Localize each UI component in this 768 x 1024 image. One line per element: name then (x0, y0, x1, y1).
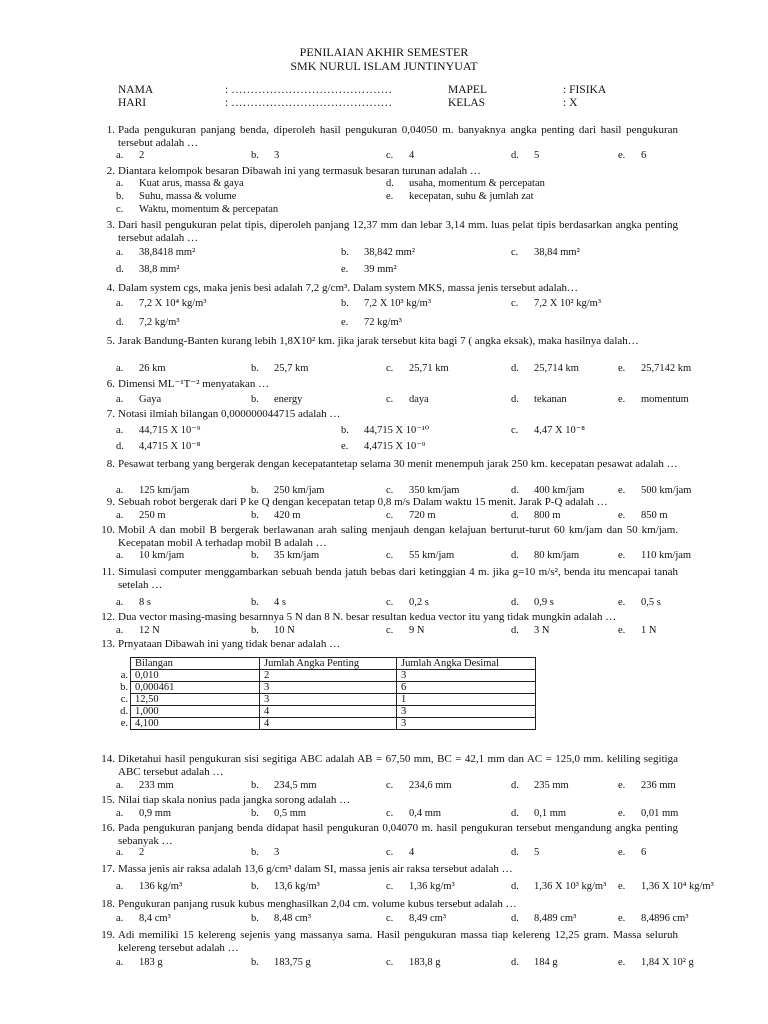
option-text: 25,7 km (274, 363, 309, 374)
question-text: Jarak Bandung-Banten kurang lebih 1,8X10² km. jika jarak tersebut kita bagi 7 ( angka eksak), maka hasilnya dalah… (118, 335, 639, 347)
option-text: 233 mm (139, 780, 174, 791)
answer-option (618, 394, 768, 405)
option-text: 183,75 g (274, 957, 311, 968)
answer-option (618, 550, 768, 561)
question-text: Pada pengukuran panjang benda, diperoleh hasil pengukuran 0,04050 m. banyaknya angka penting dari hasil pengukuran tersebut adalah … (118, 124, 678, 149)
question-number: 7. (106, 408, 115, 420)
option-letter: b. (251, 957, 259, 968)
question-13-table (118, 657, 536, 730)
question-number: 5. (106, 335, 115, 347)
option-letter: a. (116, 178, 124, 189)
table-cell: 1 (397, 694, 536, 706)
option-letter: a. (116, 957, 124, 968)
option-text: 55 km/jam (409, 550, 455, 561)
row-letter: e. (120, 718, 128, 729)
option-text: 2 (139, 847, 145, 858)
option-letter: a. (116, 847, 124, 858)
option-text: 1,36 kg/m³ (409, 881, 455, 892)
question-number: 19. (101, 929, 115, 941)
answer-option (386, 178, 768, 189)
option-letter: a. (116, 247, 124, 258)
option-text: 10 km/jam (139, 550, 185, 561)
option-text: 183 g (139, 957, 163, 968)
option-text: 0,9 mm (139, 808, 172, 819)
question-text: Nilai tiap skala nonius pada jangka sorong adalah … (118, 794, 351, 806)
option-text: 0,9 s (534, 597, 554, 608)
option-text: Gaya (139, 394, 162, 405)
option-text: 234,6 mm (409, 780, 452, 791)
option-letter: b. (251, 550, 259, 561)
answer-option (116, 204, 676, 215)
question-number: 17. (101, 863, 115, 875)
option-text: 38,84 mm² (534, 247, 580, 258)
question-number: 10. (101, 524, 115, 536)
hari-field: : …………………………………… (225, 97, 393, 109)
option-text: 6 (641, 150, 647, 161)
table-row (118, 706, 536, 718)
option-letter: d. (511, 550, 519, 561)
answer-option (618, 363, 768, 374)
option-text: 39 mm² (364, 264, 397, 275)
option-letter: c. (511, 247, 519, 258)
option-text: 25,714 km (534, 363, 579, 374)
option-letter: d. (511, 394, 519, 405)
option-text: 26 km (139, 363, 166, 374)
question-number: 11. (101, 566, 115, 578)
option-letter: c. (511, 425, 519, 436)
question-text: Simulasi computer menggambarkan sebuah benda jatuh bebas dari ketinggian 4 m. jika g=10 m/s², benda itu mencapai tanah setelah … (118, 566, 678, 591)
option-text: 38,842 mm² (364, 247, 415, 258)
table-cell: 4,100 (131, 718, 260, 730)
answer-option (618, 808, 768, 819)
option-text: 184 g (534, 957, 558, 968)
answer-option (618, 510, 768, 521)
option-text: 4,4715 X 10⁻⁹ (364, 441, 426, 452)
row-letter: a. (120, 670, 128, 681)
option-text: tekanan (534, 394, 567, 405)
option-letter: b. (251, 394, 259, 405)
question-text: Diketahui hasil pengukuran sisi segitiga ABC adalah AB = 67,50 mm, BC = 42,1 mm dan AC = 125,0 mm. keliling segitiga ABC tersebut adalah … (118, 753, 678, 778)
option-text: 4,47 X 10⁻⁸ (534, 425, 585, 436)
option-text: 38,8418 mm² (139, 247, 196, 258)
option-text: 3 N (534, 625, 550, 636)
answer-option (341, 440, 768, 452)
option-letter: d. (386, 178, 394, 189)
option-text: 38,8 mm² (139, 264, 180, 275)
option-letter: c. (386, 485, 394, 496)
option-letter: d. (116, 317, 124, 328)
option-text: 0,5 mm (274, 808, 307, 819)
question-number: 4. (106, 282, 115, 294)
option-letter: e. (341, 317, 349, 328)
option-letter: b. (251, 913, 259, 924)
option-letter: c. (386, 780, 394, 791)
option-letter: b. (251, 808, 259, 819)
option-text: 8,489 cm³ (534, 913, 577, 924)
option-letter: e. (341, 264, 349, 275)
question-text: Diantara kelompok besaran Dibawah ini yang termasuk besaran turunan adalah … (118, 165, 481, 177)
option-letter: b. (341, 298, 349, 309)
option-text: 5 (534, 847, 540, 858)
option-text: 500 km/jam (641, 485, 692, 496)
option-letter: c. (386, 808, 394, 819)
table-header: Jumlah Angka Penting (260, 658, 397, 670)
option-text: 0,4 mm (409, 808, 442, 819)
option-text: momentum (641, 394, 689, 405)
option-text: energy (274, 394, 303, 405)
option-letter: b. (251, 510, 259, 521)
answer-option (386, 191, 768, 202)
kelas-value: : X (563, 97, 578, 109)
answer-option (618, 597, 768, 608)
option-text: 25,71 km (409, 363, 449, 374)
option-letter: e. (618, 550, 626, 561)
table-cell: 4 (260, 718, 397, 730)
hari-label: HARI (118, 97, 147, 109)
option-text: 800 m (534, 510, 561, 521)
option-letter: b. (251, 780, 259, 791)
question-number: 15. (101, 794, 115, 806)
option-text: 1,36 X 10³ kg/m³ (534, 881, 607, 892)
option-letter: d. (511, 597, 519, 608)
option-text: 0,5 s (641, 597, 661, 608)
exam-title: PENILAIAN AKHIR SEMESTER (299, 45, 469, 59)
option-letter: e. (618, 363, 626, 374)
row-letter: b. (120, 682, 128, 693)
option-letter: a. (116, 550, 124, 561)
mapel-value: : FISIKA (563, 84, 607, 96)
option-text: 0,01 mm (641, 808, 679, 819)
option-text: 7,2 X 10³ kg/m³ (364, 298, 431, 309)
kelas-label: KELAS (448, 97, 486, 109)
option-text: 250 km/jam (274, 485, 325, 496)
question-number: 1. (106, 124, 115, 136)
option-letter: d. (116, 264, 124, 275)
option-text: 44,715 X 10⁻¹⁰ (364, 425, 430, 436)
option-letter: d. (511, 485, 519, 496)
option-text: 400 km/jam (534, 485, 585, 496)
answer-option (341, 264, 768, 275)
option-letter: c. (511, 298, 519, 309)
option-text: Suhu, massa & volume (139, 191, 237, 202)
option-letter: c. (386, 913, 394, 924)
option-letter: b. (341, 425, 349, 436)
question-text: Mobil A dan mobil B bergerak berlawanan arah saling menjauh dengan kelajuan berturut-turut 60 km/jam dan 50 km/jam. Kecepatan mobil A terhadap mobil B adalah … (118, 524, 678, 549)
option-letter: e. (618, 780, 626, 791)
option-letter: c. (116, 204, 124, 215)
option-text: 8,4 cm³ (139, 913, 171, 924)
question-number: 12. (101, 611, 115, 623)
option-letter: a. (116, 881, 124, 892)
question-number: 9. (106, 496, 115, 508)
option-text: 7,2 kg/m³ (139, 317, 180, 328)
answer-option (618, 881, 768, 892)
option-letter: c. (386, 597, 394, 608)
option-letter: b. (116, 191, 124, 202)
answer-option (341, 317, 768, 328)
option-letter: b. (341, 247, 349, 258)
table-cell: 1,000 (131, 706, 260, 718)
table-cell: 3 (260, 694, 397, 706)
answer-option (618, 625, 768, 636)
option-text: 8,4896 cm³ (641, 913, 689, 924)
option-text: 720 m (409, 510, 436, 521)
mapel-label: MAPEL (448, 84, 487, 96)
option-letter: b. (251, 597, 259, 608)
option-text: 7,2 X 10⁴ kg/m³ (139, 298, 207, 309)
answer-option (511, 247, 768, 258)
answer-option (618, 957, 768, 968)
option-text: 850 m (641, 510, 668, 521)
option-text: 9 N (409, 625, 425, 636)
option-letter: e. (618, 957, 626, 968)
table-header: Jumlah Angka Desimal (397, 658, 536, 670)
option-letter: b. (251, 363, 259, 374)
option-letter: e. (618, 881, 626, 892)
option-letter: a. (116, 913, 124, 924)
question-text: Notasi ilmiah bilangan 0,000000044715 adalah … (118, 408, 341, 420)
option-letter: d. (511, 847, 519, 858)
option-letter: a. (116, 780, 124, 791)
option-text: 4 (409, 847, 415, 858)
option-text: usaha, momentum & percepatan (409, 178, 545, 189)
answer-option (618, 485, 768, 496)
table-row (118, 694, 536, 706)
option-text: 234,5 mm (274, 780, 317, 791)
table-row (118, 670, 536, 682)
option-letter: a. (116, 485, 124, 496)
option-text: 1,84 X 10² g (641, 957, 694, 968)
option-letter: a. (116, 425, 124, 436)
table-cell: 0,000461 (131, 682, 260, 694)
option-text: daya (409, 394, 429, 405)
question-text: Massa jenis air raksa adalah 13,6 g/cm³ dalam SI, massa jenis air raksa tersebut adalah … (118, 863, 513, 875)
question-text: Adi memiliki 15 kelereng sejenis yang massanya sama. Hasil pengukuran massa tiap kelereng 12,25 gram. Massa seluruh kelereng tersebut adalah … (118, 929, 678, 954)
option-letter: d. (116, 441, 124, 452)
option-text: 72 kg/m³ (364, 317, 402, 328)
option-letter: e. (618, 485, 626, 496)
option-text: 4 (409, 150, 415, 161)
option-text: 10 N (274, 625, 295, 636)
option-letter: a. (116, 363, 124, 374)
question-text: Dua vector masing-masing besarnnya 5 N dan 8 N. besar resultan kedua vector itu yang tidak mungkin adalah … (118, 611, 617, 623)
question-text: Dimensi ML⁻¹T⁻² menyatakan … (118, 378, 270, 390)
question-text: Pengukuran panjang rusuk kubus menghasilkan 2,04 cm. volume kubus tersebut adalah … (118, 898, 517, 910)
option-letter: a. (116, 625, 124, 636)
option-text: 136 kg/m³ (139, 881, 183, 892)
option-text: 110 km/jam (641, 550, 692, 561)
question-number: 2. (106, 165, 115, 177)
option-text: 8,48 cm³ (274, 913, 311, 924)
table-row (118, 682, 536, 694)
option-letter: d. (511, 957, 519, 968)
option-text: 236 mm (641, 780, 676, 791)
option-letter: c. (386, 394, 394, 405)
option-letter: e. (386, 191, 394, 202)
option-letter: c. (386, 363, 394, 374)
option-letter: d. (511, 510, 519, 521)
question-text: Pada pengukuran panjang benda didapat hasil pengukuran 0,04070 m. hasil pengukuran tersebut mengandung angka penting sebanyak … (118, 822, 678, 847)
question-text: Pesawat terbang yang bergerak dengan kecepatantetap selama 30 menit menempuh jarak 250 km. kecepatan pesawat adalah … (118, 458, 678, 470)
option-text: 8 s (139, 597, 151, 608)
option-letter: e. (618, 597, 626, 608)
option-letter: b. (251, 485, 259, 496)
table-row (118, 718, 536, 730)
table-cell: 3 (397, 718, 536, 730)
option-text: 3 (274, 150, 280, 161)
school-name: SMK NURUL ISLAM JUNTINYUAT (290, 59, 478, 73)
option-text: 1 N (641, 625, 657, 636)
option-letter: a. (116, 808, 124, 819)
option-text: 3 (274, 847, 280, 858)
option-text: 2 (139, 150, 145, 161)
table-cell: 3 (397, 706, 536, 718)
question-number: 14. (101, 753, 115, 765)
option-letter: e. (618, 150, 626, 161)
option-letter: d. (511, 780, 519, 791)
option-text: 44,715 X 10⁻⁹ (139, 425, 201, 436)
answer-option (511, 298, 768, 309)
table-cell: 4 (260, 706, 397, 718)
question-text: Dalam system cgs, maka jenis besi adalah 7,2 g/cm³. Dalam system MKS, massa jenis tersebut adalah… (118, 282, 579, 294)
option-letter: e. (618, 510, 626, 521)
option-letter: c. (386, 625, 394, 636)
answer-option (618, 847, 768, 858)
option-letter: d. (511, 808, 519, 819)
option-letter: d. (511, 363, 519, 374)
option-text: Kuat arus, massa & gaya (139, 178, 244, 189)
option-text: 250 m (139, 510, 166, 521)
question-number: 13. (101, 638, 115, 650)
option-letter: a. (116, 394, 124, 405)
option-text: 12 N (139, 625, 160, 636)
table-cell: 3 (260, 682, 397, 694)
option-text: 13,6 kg/m³ (274, 881, 320, 892)
option-text: 1,36 X 10⁴ kg/m³ (641, 881, 714, 892)
option-text: 0,1 mm (534, 808, 567, 819)
option-text: 183,8 g (409, 957, 441, 968)
option-text: 6 (641, 847, 647, 858)
question-text: Sebuah robot bergerak dari P ke Q dengan kecepatan tetap 0,8 m/s Dalam waktu 15 menit. Jarak P-Q adalah … (118, 496, 608, 508)
table-header: Bilangan (131, 658, 260, 670)
table-cell: 6 (397, 682, 536, 694)
answer-option (618, 780, 768, 791)
option-letter: b. (251, 847, 259, 858)
option-letter: d. (511, 881, 519, 892)
option-letter: e. (618, 394, 626, 405)
question-text: Dari hasil pengukuran pelat tipis, diperoleh panjang 12,37 mm dan lebar 3,14 mm. luas pelat tipis berdasarkan angka penting tersebut adalah … (118, 219, 678, 244)
option-letter: c. (386, 150, 394, 161)
table-cell: 3 (397, 670, 536, 682)
answer-option (618, 150, 768, 161)
option-text: 350 km/jam (409, 485, 460, 496)
table-cell: 2 (260, 670, 397, 682)
option-text: 235 mm (534, 780, 569, 791)
option-letter: c. (386, 957, 394, 968)
option-text: 35 km/jam (274, 550, 320, 561)
table-corner (118, 658, 131, 670)
nama-label: NAMA (118, 84, 154, 96)
answer-option (618, 913, 768, 924)
row-letter: d. (120, 706, 128, 717)
option-text: 8,49 cm³ (409, 913, 446, 924)
table-cell: 0,010 (131, 670, 260, 682)
option-letter: e. (618, 913, 626, 924)
option-letter: a. (116, 298, 124, 309)
option-text: kecepatan, suhu & jumlah zat (409, 191, 534, 202)
option-text: 80 km/jam (534, 550, 580, 561)
question-number: 18. (101, 898, 115, 910)
option-letter: b. (251, 881, 259, 892)
option-text: Waktu, momentum & percepatan (139, 204, 279, 215)
question-number: 3. (106, 219, 115, 231)
option-letter: b. (251, 150, 259, 161)
row-letter: c. (120, 694, 128, 705)
option-text: 25,7142 km (641, 363, 692, 374)
option-letter: c. (386, 550, 394, 561)
option-letter: d. (511, 913, 519, 924)
option-text: 4,4715 X 10⁻⁸ (139, 441, 201, 452)
question-number: 16. (101, 822, 115, 834)
option-text: 4 s (274, 597, 286, 608)
option-letter: c. (386, 881, 394, 892)
option-letter: c. (386, 510, 394, 521)
option-text: 0,2 s (409, 597, 429, 608)
option-letter: e. (618, 808, 626, 819)
option-letter: d. (511, 625, 519, 636)
question-text: Prnyataan Dibawah ini yang tidak benar adalah … (118, 638, 341, 650)
table-cell: 12,50 (131, 694, 260, 706)
option-letter: e. (618, 625, 626, 636)
question-number: 6. (106, 378, 115, 390)
option-text: 5 (534, 150, 540, 161)
answer-option (511, 424, 768, 436)
option-letter: a. (116, 597, 124, 608)
option-letter: d. (511, 150, 519, 161)
option-letter: b. (251, 625, 259, 636)
nama-field: : …………………………………… (225, 84, 393, 96)
option-text: 7,2 X 10² kg/m³ (534, 298, 601, 309)
option-text: 125 km/jam (139, 485, 190, 496)
option-letter: a. (116, 150, 124, 161)
option-letter: c. (386, 847, 394, 858)
option-letter: e. (618, 847, 626, 858)
option-letter: e. (341, 441, 349, 452)
option-text: 420 m (274, 510, 301, 521)
question-number: 8. (106, 458, 115, 470)
option-letter: a. (116, 510, 124, 521)
